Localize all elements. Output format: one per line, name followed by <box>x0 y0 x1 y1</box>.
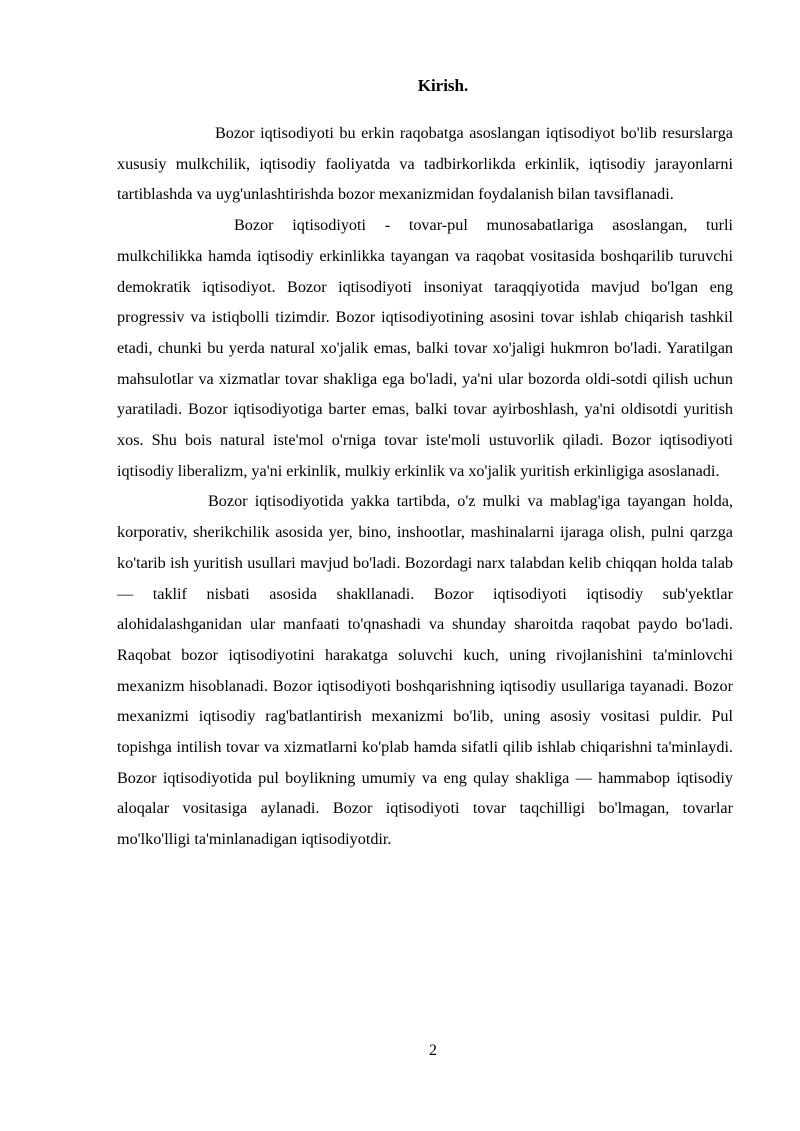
paragraph-1: Bozor iqtisodiyoti bu erkin raqobatga asoslangan iqtisodiyot bo'lib resurslarga xususiy mulkchilik, iqtisodiy faoliyatda va tadbirkorlikda erkinlik, iqtisodiy jarayonlarni tartiblashda va uyg'unlashtirishda bozor mexanizmidan foydalanish bilan tavsiflanadi. <box>117 124 733 204</box>
document-body <box>117 118 733 855</box>
page-title: Kirish. <box>417 76 469 95</box>
paragraph-3: Bozor iqtisodiyotida yakka tartibda, o'z mulki va mablag'iga tayangan holda, korporativ, sherikchilik asosida yer, bino, inshootlar, mashinalarni ijaraga olish, pulni qarzga ko'tarib ish yuritish usullari mavjud bo'ladi. Bozordagi narx talabdan kelib chiqqan holda talab — taklif nisbati asosida shakllanadi. Bozor iqtisodiyoti iqtisodiy sub'yektlar alohidalashganidan ular manfaati to'qnashadi va shunday sharoitda raqobat paydo bo'ladi. Raqobat bozor iqtisodiyotini harakatga soluvchi kuch, uning rivojlanishini ta'minlovchi mexanizm hisoblanadi. Bozor iqtisodiyoti boshqarishning iqtisodiy usullariga tayanadi. Bozor mexanizmi iqtisodiy rag'batlantirish mexanizmi bo'lib, uning asosiy vositasi puldir. Pul topishga intilish tovar va xizmatlarni ko'plab hamda sifatli qilib ishlab chiqarishni ta'minlaydi. Bozor iqtisodiyotida pul boylikning umumiy va eng qulay shakliga — hammabop iqtisodiy aloqalar vositasiga aylanadi. Bozor iqtisodiyoti tovar taqchilligi bo'lmagan, tovarlar mo'lko'lligi ta'minlanadigan iqtisodiyotdir. <box>117 492 733 849</box>
page-number: 2 <box>429 1042 437 1059</box>
paragraph-2: Bozor iqtisodiyoti - tovar-pul munosabatlariga asoslangan, turli mulkchilikka hamda iqtisodiy erkinlikka tayangan va raqobat vositasida boshqarilib turuvchi demokratik iqtisodiyot. Bozor iqtisodiyoti insoniyat taraqqiyotida mavjud bo'lgan eng progressiv va istiqbolli tizimdir. Bozor iqtisodiyotining asosini tovar ishlab chiqarish tashkil etadi, chunki bu yerda natural xo'jalik emas, balki tovar xo'jaligi hukmron bo'ladi. Yaratilgan mahsulotlar va xizmatlar tovar shakliga ega bo'ladi, ya'ni ular bozorda oldi-sotdi qilish uchun yaratiladi. Bozor iqtisodiyotiga barter emas, balki tovar ayirboshlash, ya'ni oldisotdi yuritish xos. Shu bois natural iste'mol o'rniga tovar iste'moli ustuvorlik qiladi. Bozor iqtisodiyoti iqtisodiy liberalizm, ya'ni erkinlik, mulkiy erkinlik va xo'jalik yuritish erkinligiga asoslanadi. <box>117 216 733 480</box>
